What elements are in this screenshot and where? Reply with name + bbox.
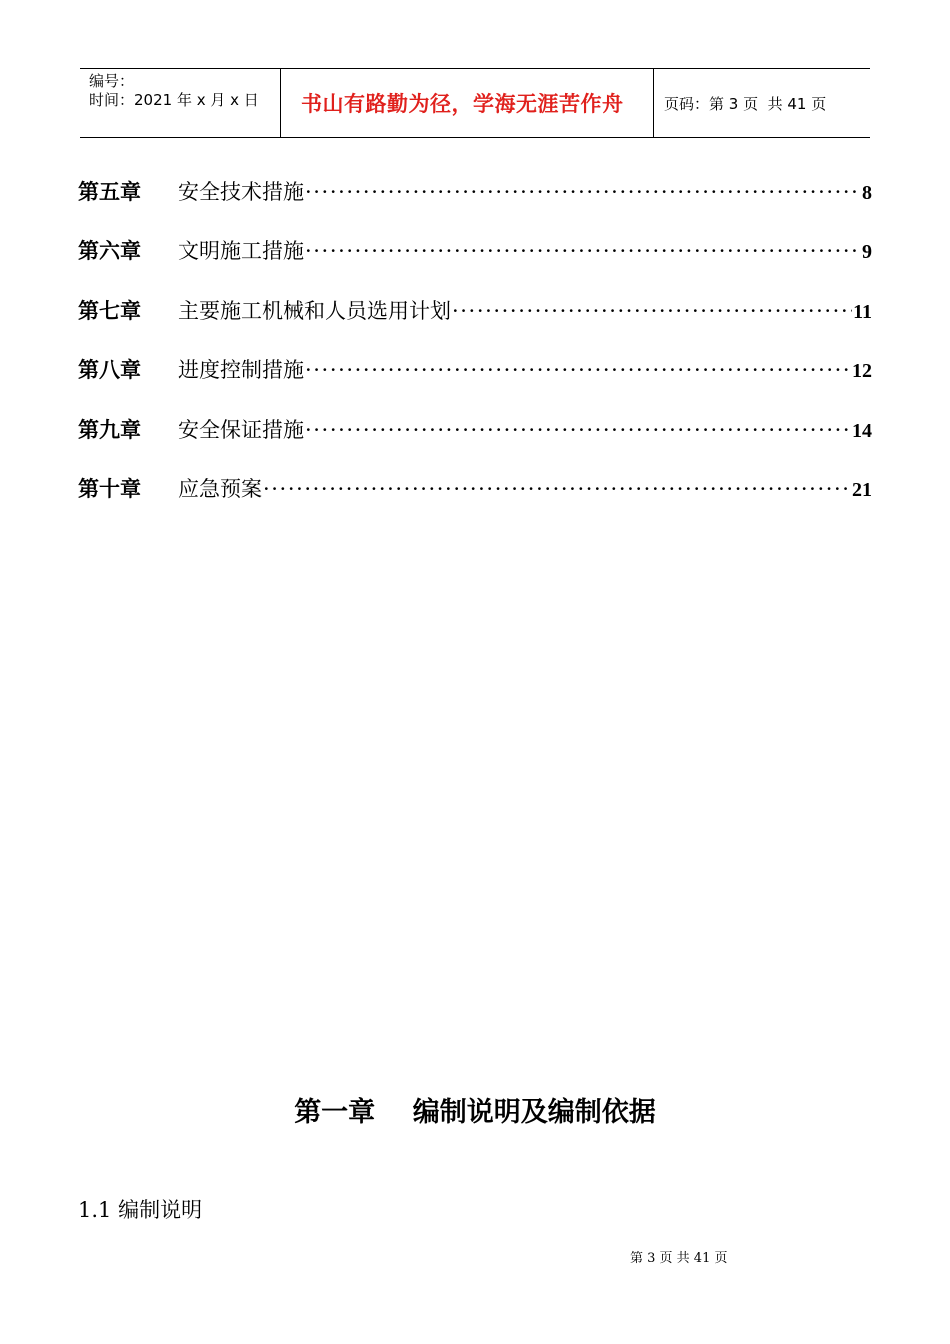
toc-page-number: 12	[852, 360, 872, 383]
toc-dot-leader	[305, 418, 851, 442]
header-page-info: 页码：第 3 页 共 41 页	[664, 94, 827, 113]
toc-chapter-number: 第十章	[78, 475, 141, 501]
toc-page-number: 21	[852, 478, 872, 501]
document-number-label: 编号：	[89, 72, 135, 90]
toc-page-number: 9	[862, 241, 872, 264]
toc-chapter-number: 第六章	[78, 238, 141, 264]
toc-chapter-title: 安全技术措施	[178, 180, 304, 204]
toc-chapter-title: 文明施工措施	[178, 239, 304, 264]
toc-dot-leader	[305, 239, 861, 263]
toc-page-number: 8	[862, 182, 872, 204]
toc-chapter-title: 进度控制措施	[178, 358, 304, 383]
toc-entry[interactable]	[78, 176, 872, 235]
toc-dot-leader	[452, 299, 852, 323]
toc-chapter-number: 第八章	[78, 357, 141, 383]
toc-dot-leader	[263, 477, 851, 501]
toc-entry[interactable]	[78, 354, 872, 413]
section-heading: 1.1 编制说明	[78, 1198, 203, 1222]
toc-dot-leader	[305, 180, 861, 204]
page-header	[80, 68, 870, 138]
chapter-heading: 第一章 编制说明及编制依据	[294, 1097, 656, 1128]
page-footer: 第 3 页 共 41 页	[630, 1251, 728, 1266]
toc-entry[interactable]	[78, 235, 872, 294]
toc-chapter-title: 主要施工机械和人员选用计划	[178, 298, 451, 323]
toc-entry[interactable]	[78, 473, 872, 532]
table-of-contents	[78, 176, 872, 532]
toc-page-number: 11	[853, 300, 872, 323]
header-motto: 书山有路勤为径，学海无涯苦作舟	[301, 91, 624, 116]
toc-dot-leader	[305, 358, 851, 382]
document-date: 时间：2021 年 x 月 x 日	[89, 91, 259, 109]
toc-chapter-number: 第九章	[78, 416, 141, 442]
toc-entry[interactable]	[78, 295, 872, 354]
toc-entry[interactable]	[78, 414, 872, 473]
header-motto-cell	[281, 69, 654, 137]
header-meta-cell	[80, 69, 281, 137]
toc-chapter-number: 第七章	[78, 297, 141, 323]
toc-page-number: 14	[852, 419, 872, 442]
toc-chapter-title: 应急预案	[178, 476, 262, 501]
toc-chapter-title: 安全保证措施	[178, 417, 304, 442]
toc-chapter-number: 第五章	[78, 179, 141, 204]
